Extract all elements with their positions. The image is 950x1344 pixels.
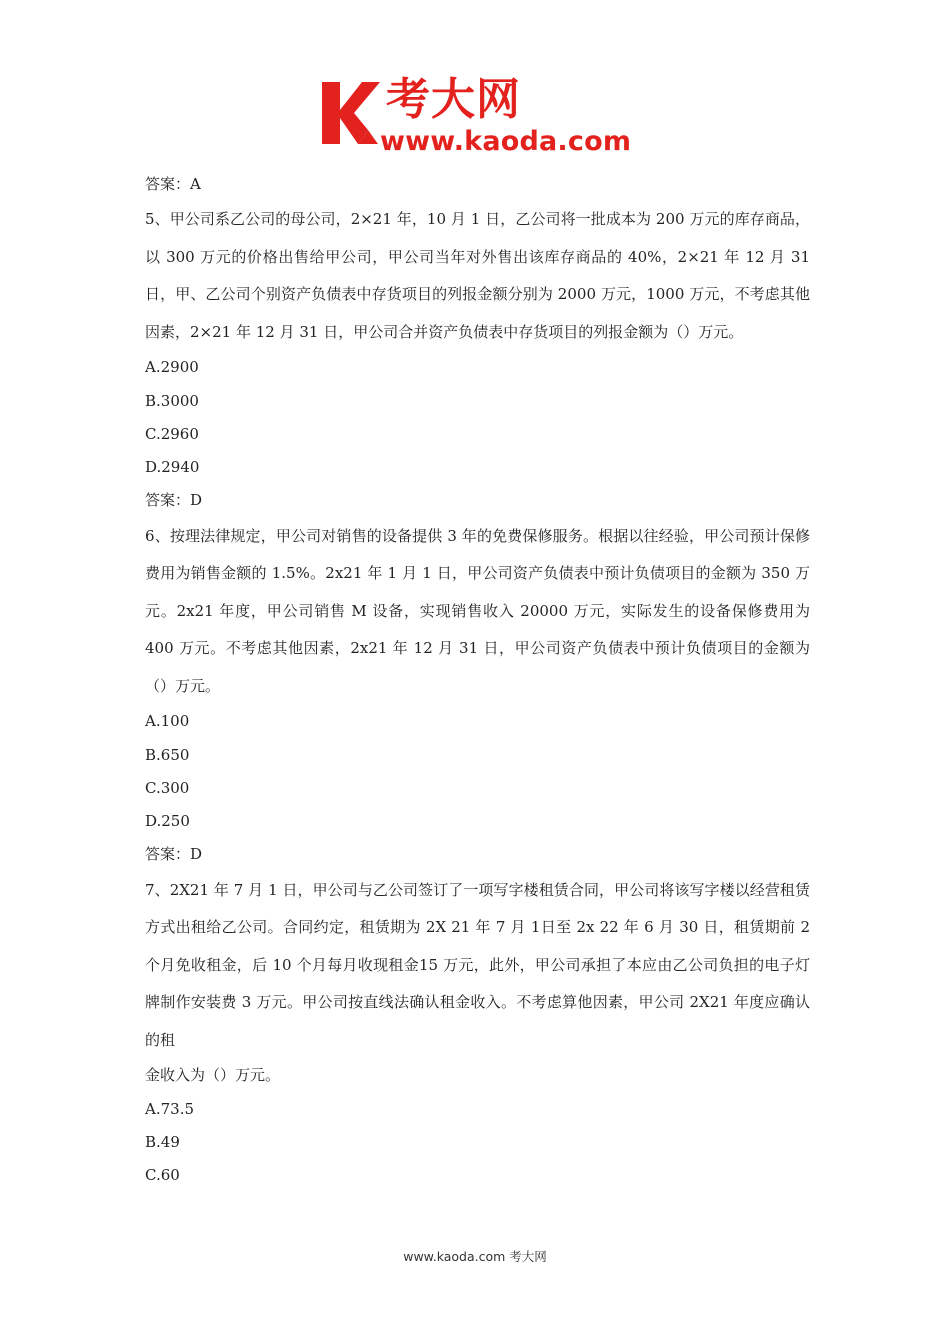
question-6-option-b: B.650	[145, 745, 190, 764]
kaoda-logo	[318, 74, 638, 158]
logo-chinese-name: 考大网	[386, 74, 521, 125]
page-footer: www.kaoda.com 考大网	[403, 1249, 547, 1264]
question-6-option-d: D.250	[145, 812, 190, 831]
question-5-stem: 5、甲公司系乙公司的母公司，2×21 年，10 月 1 日，乙公司将一批成本为 200 万元的库存商品，以 300 万元的价格出售给甲公司，甲公司当年对外售出该库存商品的 40%，2×21 年 12 月 31 日，甲、乙公司个别资产负债表中存货项目的列报金额分别为 2000 万元，1000 万元，不考虑其他因素，2×21 年 12 月 31 日，甲公司合并资产负债表中存货项目的列报金额为（）万元。	[145, 210, 810, 341]
question-5-answer: 答案：D	[145, 491, 203, 510]
question-5-option-c: C.2960	[145, 424, 199, 443]
k-letter-logo-icon	[318, 80, 382, 146]
question-5-option-d: D.2940	[145, 458, 200, 477]
question-6-option-c: C.300	[145, 778, 190, 797]
question-7-stem: 7、2X21 年 7 月 1 日，甲公司与乙公司签订了一项写字楼租赁合同，甲公司将该写字楼以经营租赁方式出租给乙公司。合同约定，租赁期为 2X 21 年 7 月 1日至 2x 22 年 6 月 30 日，租赁期前 2 个月免收租金，后 10 个月每月收现租金15 万元，此外，甲公司承担了本应由乙公司负担的电子灯牌制作安装费 3 万元。甲公司按直线法确认租金收入。不考虑算他因素，甲公司 2X21 年度应确认的租	[145, 880, 810, 1049]
previous-answer: 答案：A	[145, 175, 201, 193]
question-7-option-c: C.60	[145, 1166, 180, 1185]
question-5-option-b: B.3000	[145, 391, 199, 410]
logo-url: www.kaoda.com	[380, 126, 632, 157]
question-7-option-b: B.49	[145, 1132, 180, 1151]
question-7-stem-tail: 金收入为（）万元。	[145, 1066, 281, 1085]
question-7-option-a: A.73.5	[145, 1099, 194, 1118]
document-body	[145, 168, 810, 1192]
question-6-answer: 答案：D	[145, 845, 203, 864]
question-5-option-a: A.2900	[145, 358, 199, 377]
question-6-stem: 6、按理法律规定，甲公司对销售的设备提供 3 年的免费保修服务。根据以往经验，甲公司预计保修费用为销售金额的 1.5%。2x21 年 1 月 1 日，甲公司资产负债表中预计负债项目的金额为 350 万元。2x21 年度，甲公司销售 M 设备，实现销售收入 20000 万元，实际发生的设备保修费用为 400 万元。不考虑其他因素，2x21 年 12 月 31 日，甲公司资产负债表中预计负债项目的金额为（）万元。	[145, 526, 810, 695]
question-6-option-a: A.100	[145, 712, 190, 731]
